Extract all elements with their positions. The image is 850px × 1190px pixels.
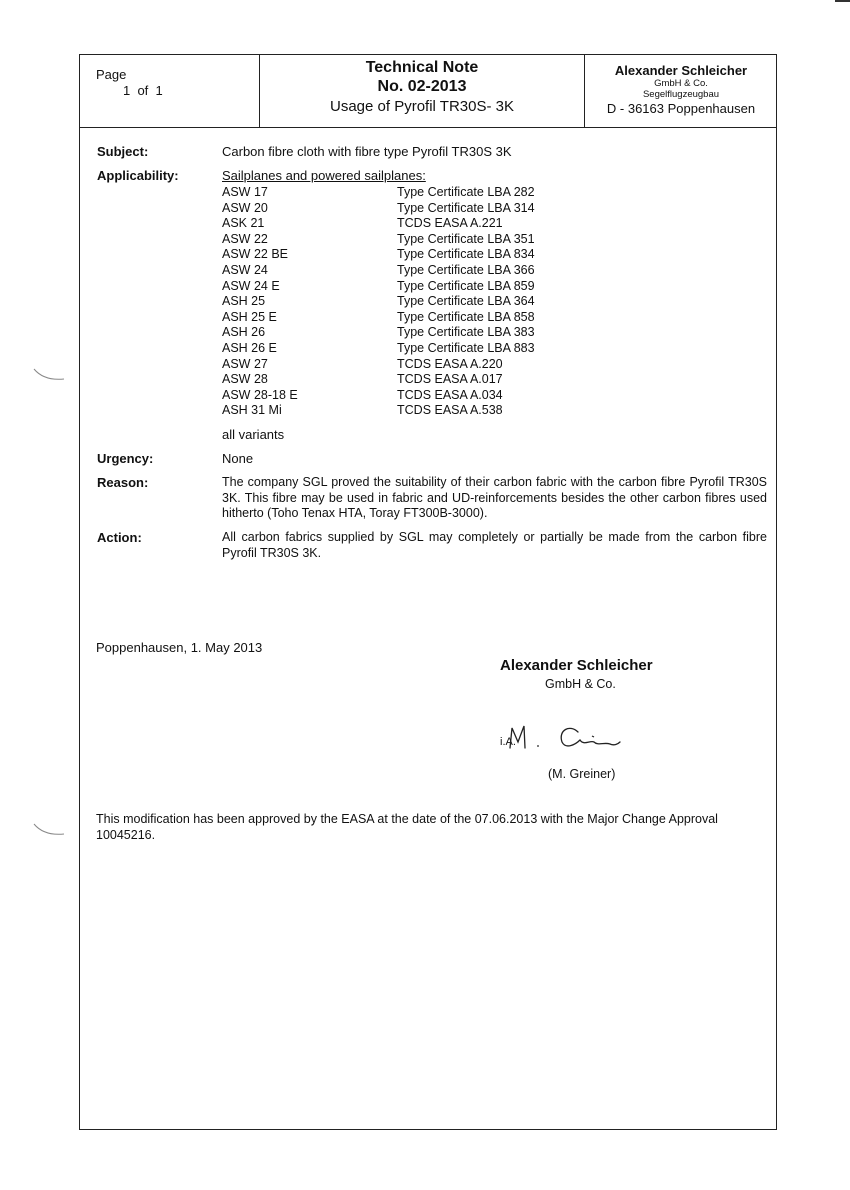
company-line2: Segelflugzeugbau: [642, 89, 720, 100]
aircraft-model: ASW 20: [222, 200, 268, 215]
aircraft-row: [222, 185, 622, 201]
aircraft-certificate: TCDS EASA A.221: [397, 216, 503, 231]
aircraft-certificate: TCDS EASA A.034: [397, 387, 503, 402]
aircraft-certificate: Type Certificate LBA 383: [397, 325, 535, 340]
aircraft-row: [222, 403, 622, 419]
aircraft-model: ASK 21: [222, 216, 265, 231]
aircraft-row: [222, 325, 622, 341]
aircraft-list: [222, 185, 622, 419]
header-company-cell: [585, 55, 777, 127]
aircraft-model: ASH 31 Mi: [222, 403, 282, 418]
subject-value: Carbon fibre cloth with fibre type Pyrofil TR30S 3K: [222, 144, 512, 159]
aircraft-row: [222, 216, 622, 232]
applicability-heading: Sailplanes and powered sailplanes:: [222, 168, 426, 183]
header-table: [80, 55, 776, 128]
scan-edge-mark: [835, 0, 850, 2]
aircraft-row: [222, 341, 622, 357]
signature-name: (M. Greiner): [548, 767, 616, 781]
document-number: No. 02-2013: [377, 78, 467, 95]
aircraft-row: [222, 263, 622, 279]
aircraft-certificate: Type Certificate LBA 314: [397, 200, 535, 215]
aircraft-row: [222, 372, 622, 388]
aircraft-row: [222, 247, 622, 263]
aircraft-certificate: Type Certificate LBA 859: [397, 278, 535, 293]
page-label: Page: [96, 67, 127, 82]
aircraft-certificate: Type Certificate LBA 366: [397, 262, 535, 277]
action-text: All carbon fabrics supplied by SGL may completely or partially be made from the carbon fibre Pyrofil TR30S 3K.: [222, 530, 767, 560]
urgency-label: Urgency:: [97, 451, 154, 466]
header-page-cell: [80, 55, 260, 127]
action-label: Action:: [97, 530, 142, 545]
aircraft-certificate: TCDS EASA A.017: [397, 372, 503, 387]
signature-company: Alexander Schleicher: [500, 657, 653, 674]
place-date: Poppenhausen, 1. May 2013: [96, 640, 263, 655]
aircraft-model: ASH 25: [222, 294, 266, 309]
aircraft-model: ASW 17: [222, 185, 268, 199]
aircraft-row: [222, 279, 622, 295]
reason-label: Reason:: [97, 475, 149, 490]
variants-text: all variants: [222, 427, 285, 442]
urgency-value: None: [222, 451, 254, 466]
page-number: 1 of 1: [123, 83, 163, 98]
aircraft-model: ASH 26 E: [222, 340, 277, 355]
aircraft-row: [222, 201, 622, 217]
header-title-cell: [260, 55, 585, 127]
aircraft-model: ASW 27: [222, 356, 268, 371]
aircraft-model: ASW 24: [222, 262, 268, 277]
aircraft-model: ASH 26: [222, 325, 266, 340]
binder-hole-mark-top: [30, 365, 70, 387]
aircraft-certificate: Type Certificate LBA 351: [397, 231, 535, 246]
signature-prefix: i.A.: [500, 736, 516, 748]
aircraft-certificate: Type Certificate LBA 364: [397, 294, 535, 309]
applicability-label: Applicability:: [97, 168, 179, 183]
aircraft-model: ASW 22: [222, 231, 268, 246]
reason-text: The company SGL proved the suitability of their carbon fabric with the carbon fibre Pyrofil TR30S 3K. This fibre may be used in fabric and UD-reinforcements besides the other carbon fibres used hitherto (Toho Tenax HTA, Toray FT300B-3000).: [222, 475, 767, 520]
aircraft-model: ASW 28-18 E: [222, 387, 298, 402]
aircraft-row: [222, 357, 622, 373]
signature-company-sub: GmbH & Co.: [545, 677, 616, 691]
aircraft-row: [222, 388, 622, 404]
aircraft-certificate: Type Certificate LBA 834: [397, 247, 535, 262]
company-name: Alexander Schleicher: [614, 63, 748, 78]
subject-label: Subject:: [97, 144, 149, 159]
company-line1: GmbH & Co.: [654, 78, 708, 89]
document-title: Technical Note: [365, 59, 479, 76]
aircraft-row: [222, 232, 622, 248]
aircraft-model: ASW 22 BE: [222, 247, 288, 262]
aircraft-certificate: TCDS EASA A.538: [397, 403, 503, 418]
handwritten-signature: [480, 720, 630, 760]
aircraft-certificate: Type Certificate LBA 883: [397, 340, 535, 355]
company-address: D - 36163 Poppenhausen: [606, 101, 756, 116]
aircraft-certificate: Type Certificate LBA 858: [397, 309, 535, 324]
approval-note: This modification has been approved by the EASA at the date of the 07.06.2013 with the Major Change Approval 10045216.: [96, 812, 718, 842]
binder-hole-mark-bottom: [30, 820, 70, 842]
aircraft-model: ASW 24 E: [222, 278, 280, 293]
document-frame: [79, 54, 777, 1130]
aircraft-certificate: TCDS EASA A.220: [397, 356, 503, 371]
aircraft-model: ASH 25 E: [222, 309, 277, 324]
document-subtitle: Usage of Pyrofil TR30S- 3K: [330, 98, 514, 115]
aircraft-row: [222, 310, 622, 326]
aircraft-row: [222, 294, 622, 310]
aircraft-certificate: Type Certificate LBA 282: [397, 185, 535, 199]
aircraft-model: ASW 28: [222, 372, 268, 387]
